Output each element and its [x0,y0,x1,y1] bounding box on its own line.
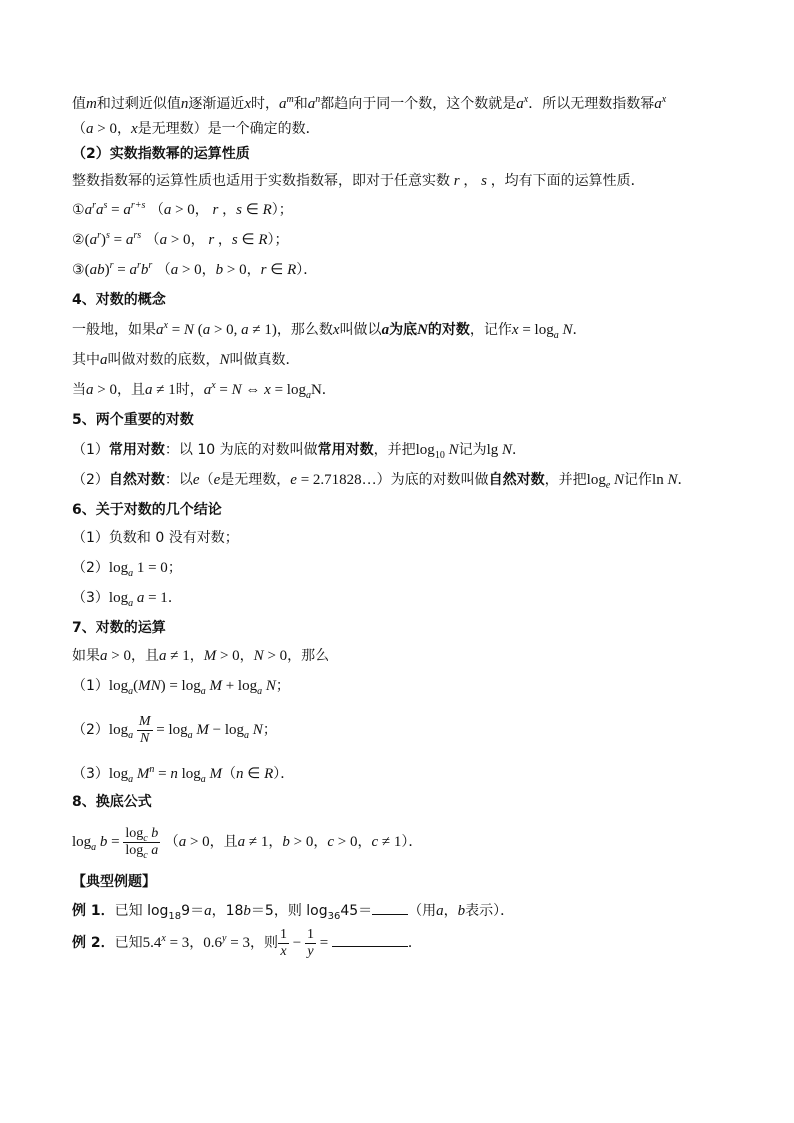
operation-1: $(1)\log_a(MN) = \log_a M + \log_a N$； [72,678,290,697]
text: ． [167,590,182,606]
text: 8、换底公式 [72,794,152,810]
conclusion-2: $(2)\log_a$ 1 = 0； [72,560,182,579]
line-properties-intro: 整数指数幂的运算性质也适用于实数指数幂，即对于任意实数 r ， s ，均有下面的运算性质． [72,173,645,189]
text: 表示）． [465,903,515,919]
text: （1） [72,678,109,694]
text: ． [572,322,587,338]
text: 叫做以 [339,322,382,338]
answer-blank[interactable] [372,900,408,915]
text: ，18 [211,903,244,919]
text: （ [199,472,214,488]
text: 值 [72,96,86,112]
text: ，并把 [544,472,587,488]
text: 45＝ [340,903,373,919]
text: （2） [72,472,109,488]
text: （ [72,121,86,137]
text: ）； [267,232,289,248]
text: 6、关于对数的几个结论 [72,502,222,518]
text: 如果 [72,648,100,664]
text: 的对数 [427,322,470,338]
fraction-one-over-x: $\frac{1}{x}$ [279,926,287,959]
text: ，且 [130,648,159,664]
section-5-heading [72,410,732,430]
example-1: 例 1．已知 $\log_{18}9=a$，18b＝5，则 $\log_{36}45=$ （用a，b表示）． [72,900,732,921]
line-irrational-condition: （a > 0，x是无理数）是一个确定的数． [72,121,320,137]
rule-2: $②(a^r)^s = a^{rs}$ （a > 0， r ，s ∈ R）； [72,230,289,248]
fraction-one-over-y: $\frac{1}{y}$ [306,926,314,959]
text: ③ [72,262,85,278]
text: ）． [273,766,295,782]
text: ， [443,903,458,919]
text: 常用对数 [317,442,374,458]
rule-3: ③(ab)$^r$ = $a^rb^r$ （a > 0，b > 0，r ∈ R）． [72,260,318,278]
text: ，那么 [287,648,330,664]
section-8-heading [72,792,732,812]
text: ， [222,202,237,218]
text: 都趋向于同一个数，这个数就是 [320,96,517,112]
text: 逐渐逼近 [188,96,245,112]
text: 为底 [389,322,418,338]
text: （ [149,202,164,218]
text: 4、对数的概念 [72,292,166,308]
text: ， [463,173,478,189]
text: ＝5，则 log [250,903,328,919]
text: 7、对数的运算 [72,620,166,636]
text: ．所以无理数指数幂 [528,96,655,112]
text: ：以 10 为底的对数叫做 [164,442,318,458]
text: 5、两个重要的对数 [72,412,194,428]
text: （2） [72,722,109,738]
text: 叫做对数的底数， [107,352,220,368]
text: ，并把 [373,442,416,458]
text: （ [145,232,160,248]
text: 记为 [458,442,487,458]
text: （1） [72,442,109,458]
operation-condition: 如果a > 0，且a ≠ 1，M > 0，N > 0，那么 [72,648,330,664]
text: 已知 [114,935,143,951]
text: 是无理数， [220,472,291,488]
text: （2）实数指数幂的运算性质 [72,146,250,162]
text: ． [321,382,336,398]
text: ① [72,202,85,218]
text: 是无理数）是一个确定的数． [137,121,320,137]
text: 例 2． [72,935,115,951]
text: 时， [175,382,204,398]
change-of-base-formula: $\log_a b$ = $\frac{\log_c b}{\log_c a}$ （a > 0，且a ≠ 1，b > 0，c > 0，c ≠ 1）． [72,825,423,861]
text: ，则 [249,935,278,951]
text: 其中 [72,352,100,368]
common-log: （1）常用对数：以 10 为底的对数叫做常用对数，并把$\log_{10} N$记为lg N． [72,442,527,461]
text: 【典型例题】 [72,874,156,890]
text: ． [407,935,422,951]
text: ② [72,232,85,248]
text: ）为底的对数叫做 [376,472,489,488]
text: 一般地，如果 [72,322,156,338]
text: ， [116,121,131,137]
text: ，均有下面的运算性质． [490,173,645,189]
operation-3: $(3)\log_a$ $M^n = n$ $\log_a M(n$ ∈ R）． [72,764,295,785]
log-base-note: 其中a叫做对数的底数，N叫做真数． [72,352,300,368]
text: 叫做真数． [229,352,300,368]
text: ，那么数 [276,322,333,338]
text: 当 [72,382,86,398]
log-definition: 一般地，如果$a^x = N$ (a > 0, a ≠ 1)，那么数x叫做以a为底N的对数，记作$x = \log_a N$． [72,320,587,341]
document-page [72,94,732,959]
text: ，且 [116,382,145,398]
subheading-real-exponent-properties [72,144,732,164]
example-2: 例 2．已知$5.4^x = 3$，$0.6^y = 3$，则 $\frac{1}{x}$ − $\frac{1}{y}$ = ． [72,926,422,959]
text: ． [512,442,527,458]
fraction-change-of-base: $\frac{\log_c b}{\log_c a}$ [125,825,159,861]
natural-log: （2）自然对数：以e（e是无理数，e = 2.71828…）为底的对数叫做自然对数，并把$\log_e N$记作ln N． [72,472,692,491]
line-approximation: 值m和过剩近似值n逐渐逼近x时，$a^m$和$a^n$都趋向于同一个数，这个数就是$a^x$．所以无理数指数幂$a^x$ [72,94,667,112]
text: （用 [408,903,437,919]
text: 和 [293,96,308,112]
text: ， [217,232,232,248]
text: （3） [72,766,109,782]
text: ， [246,262,261,278]
operation-2: $(2)\log_a$ $\frac{M}{N}$ = $\log_a M - \log_a N$； [72,713,277,746]
text: 整数指数幂的运算性质也适用于实数指数幂，即对于任意实数 [72,173,450,189]
text: 例 1． [72,903,115,919]
text: ）． [296,262,318,278]
section-4-heading [72,290,732,310]
fraction-m-over-n: $\frac{M}{N}$ [138,713,151,746]
rule-1: $①a^ra^s = a^{r+s}$ （a > 0， r ，s ∈ R）； [72,200,293,218]
text: 记作 [624,472,653,488]
conclusion-1 [72,528,732,548]
typical-examples-heading [72,872,732,892]
text: 和过剩近似值 [96,96,181,112]
text: ）； [271,202,293,218]
section-6-heading [72,500,732,520]
text: 9＝ [181,903,205,919]
text: ． [677,472,692,488]
conclusion-3: $(3)\log_a$ a = 1． [72,590,182,609]
text: 自然对数 [108,472,165,488]
text: （2） [72,560,109,576]
text: ， [194,202,209,218]
text: ，且 [209,834,238,850]
log-equivalence: 当a > 0，且a ≠ 1时，$a^x = N$ ⇔ $x = \log_aN$． [72,380,336,401]
section-7-heading [72,618,732,638]
text: 已知 log [114,903,169,919]
text: （3） [72,590,109,606]
text: （ [156,262,171,278]
text: ：以 [164,472,193,488]
answer-blank[interactable] [332,932,408,947]
text: ， [190,232,205,248]
text: ， [201,262,216,278]
text: 常用对数 [108,442,165,458]
text: ，记作 [469,322,512,338]
text: 自然对数 [488,472,545,488]
text: 时， [251,96,280,112]
text: （1）负数和 0 没有对数； [72,530,239,546]
